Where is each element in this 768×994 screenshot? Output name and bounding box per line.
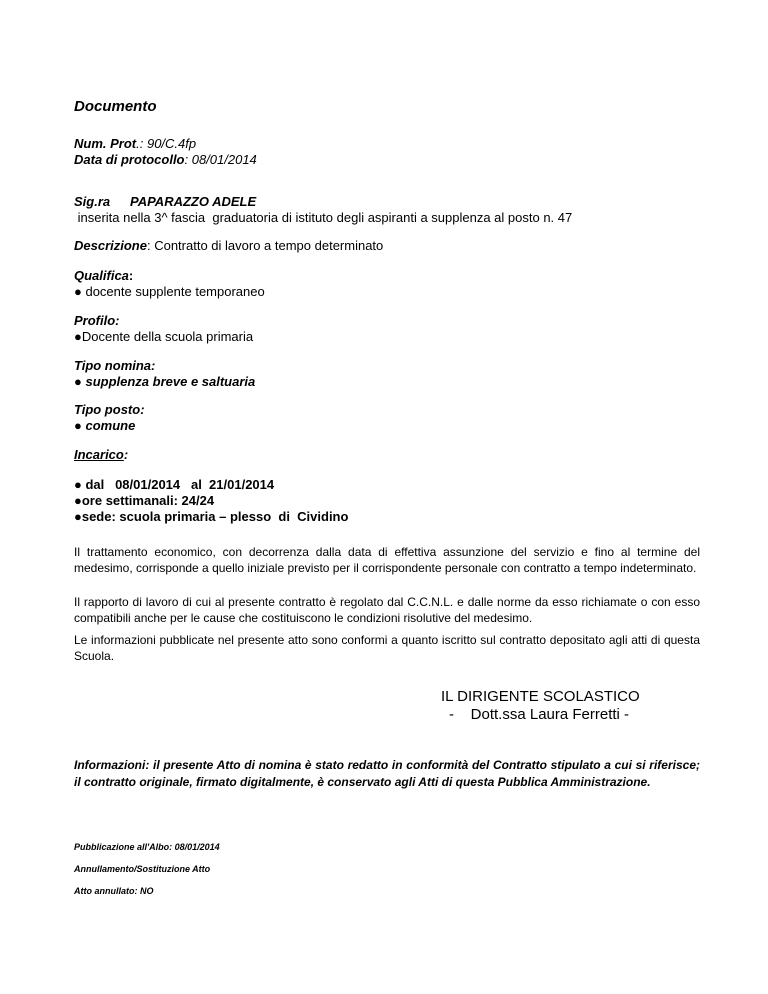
protocol-date (74, 152, 257, 167)
incarico-hours: ●ore settimanali: 24/24 (74, 493, 215, 508)
profilo-label: Profilo: (74, 313, 120, 328)
incarico-label: Incarico (74, 447, 124, 462)
incarico-heading (74, 447, 128, 462)
annulled-status: Atto annullato: NO (74, 886, 154, 896)
signature-role: IL DIRIGENTE SCOLASTICO (441, 688, 640, 705)
protocol-number-label: Num. Prot (74, 136, 137, 151)
person-name: PAPARAZZO ADELE (130, 194, 257, 209)
tipo-nomina-label: Tipo nomina: (74, 358, 156, 373)
tipo-posto-value: ● comune (74, 418, 136, 433)
protocol-number-value: .: 90/C.4fp (136, 136, 197, 151)
person-salutation: Sig.ra (74, 194, 111, 209)
paragraph-employment-relationship: Il rapporto di lavoro di cui al presente contratto è regolato dal C.C.N.L. e dalle norme da esso richiamate o con esso compatibili anche per le cause che costituiscono le condizioni risolutive del medesimo. (74, 595, 700, 625)
paragraph-published-info: Le informazioni pubblicate nel presente atto sono conformi a quanto iscritto sul contratto depositato agli atti di questa Scuola. (74, 633, 700, 663)
publication-date: Pubblicazione all'Albo: 08/01/2014 (74, 842, 220, 852)
document-title: Documento (74, 98, 157, 115)
incarico-site: ●sede: scuola primaria – plesso di Cividino (74, 509, 349, 524)
protocol-date-label: Data di protocollo (74, 152, 185, 167)
profilo-value: ●Docente della scuola primaria (74, 329, 254, 344)
qualifica-value: ● docente supplente temporaneo (74, 284, 265, 299)
qualifica-label-line (74, 268, 133, 283)
description (74, 238, 383, 253)
footer-information: Informazioni: il presente Atto di nomina è stato redatto in conformità del Contratto stipulato a cui si riferisce; il contratto originale, firmato digitalmente, è conservato agli Atti di questa Pubblica Amministrazione. (74, 758, 700, 789)
paragraph-economic-treatment: Il trattamento economico, con decorrenza dalla data di effettiva assunzione del servizio e fino al termine del medesimo, corrisponde a quello iniziale previsto per il corrispondente personale con contratto a tempo indeterminato. (74, 545, 700, 575)
description-value: : Contratto di lavoro a tempo determinato (146, 238, 384, 253)
qualifica-colon: : (128, 268, 134, 283)
qualifica-label: Qualifica (74, 268, 129, 283)
incarico-dates: ● dal 08/01/2014 al 21/01/2014 (74, 477, 275, 492)
incarico-colon: : (123, 447, 129, 462)
description-label: Descrizione (74, 238, 147, 253)
tipo-nomina-value: ● supplenza breve e saltuaria (74, 374, 256, 389)
protocol-number (74, 136, 196, 151)
signature-name: - Dott.ssa Laura Ferretti - (449, 706, 630, 723)
tipo-posto-label: Tipo posto: (74, 402, 145, 417)
protocol-date-value: : 08/01/2014 (184, 152, 257, 167)
person-ranking: inserita nella 3^ fascia graduatoria di istituto degli aspiranti a supplenza al posto n. 47 (74, 210, 573, 225)
annulment-heading: Annullamento/Sostituzione Atto (74, 864, 211, 874)
